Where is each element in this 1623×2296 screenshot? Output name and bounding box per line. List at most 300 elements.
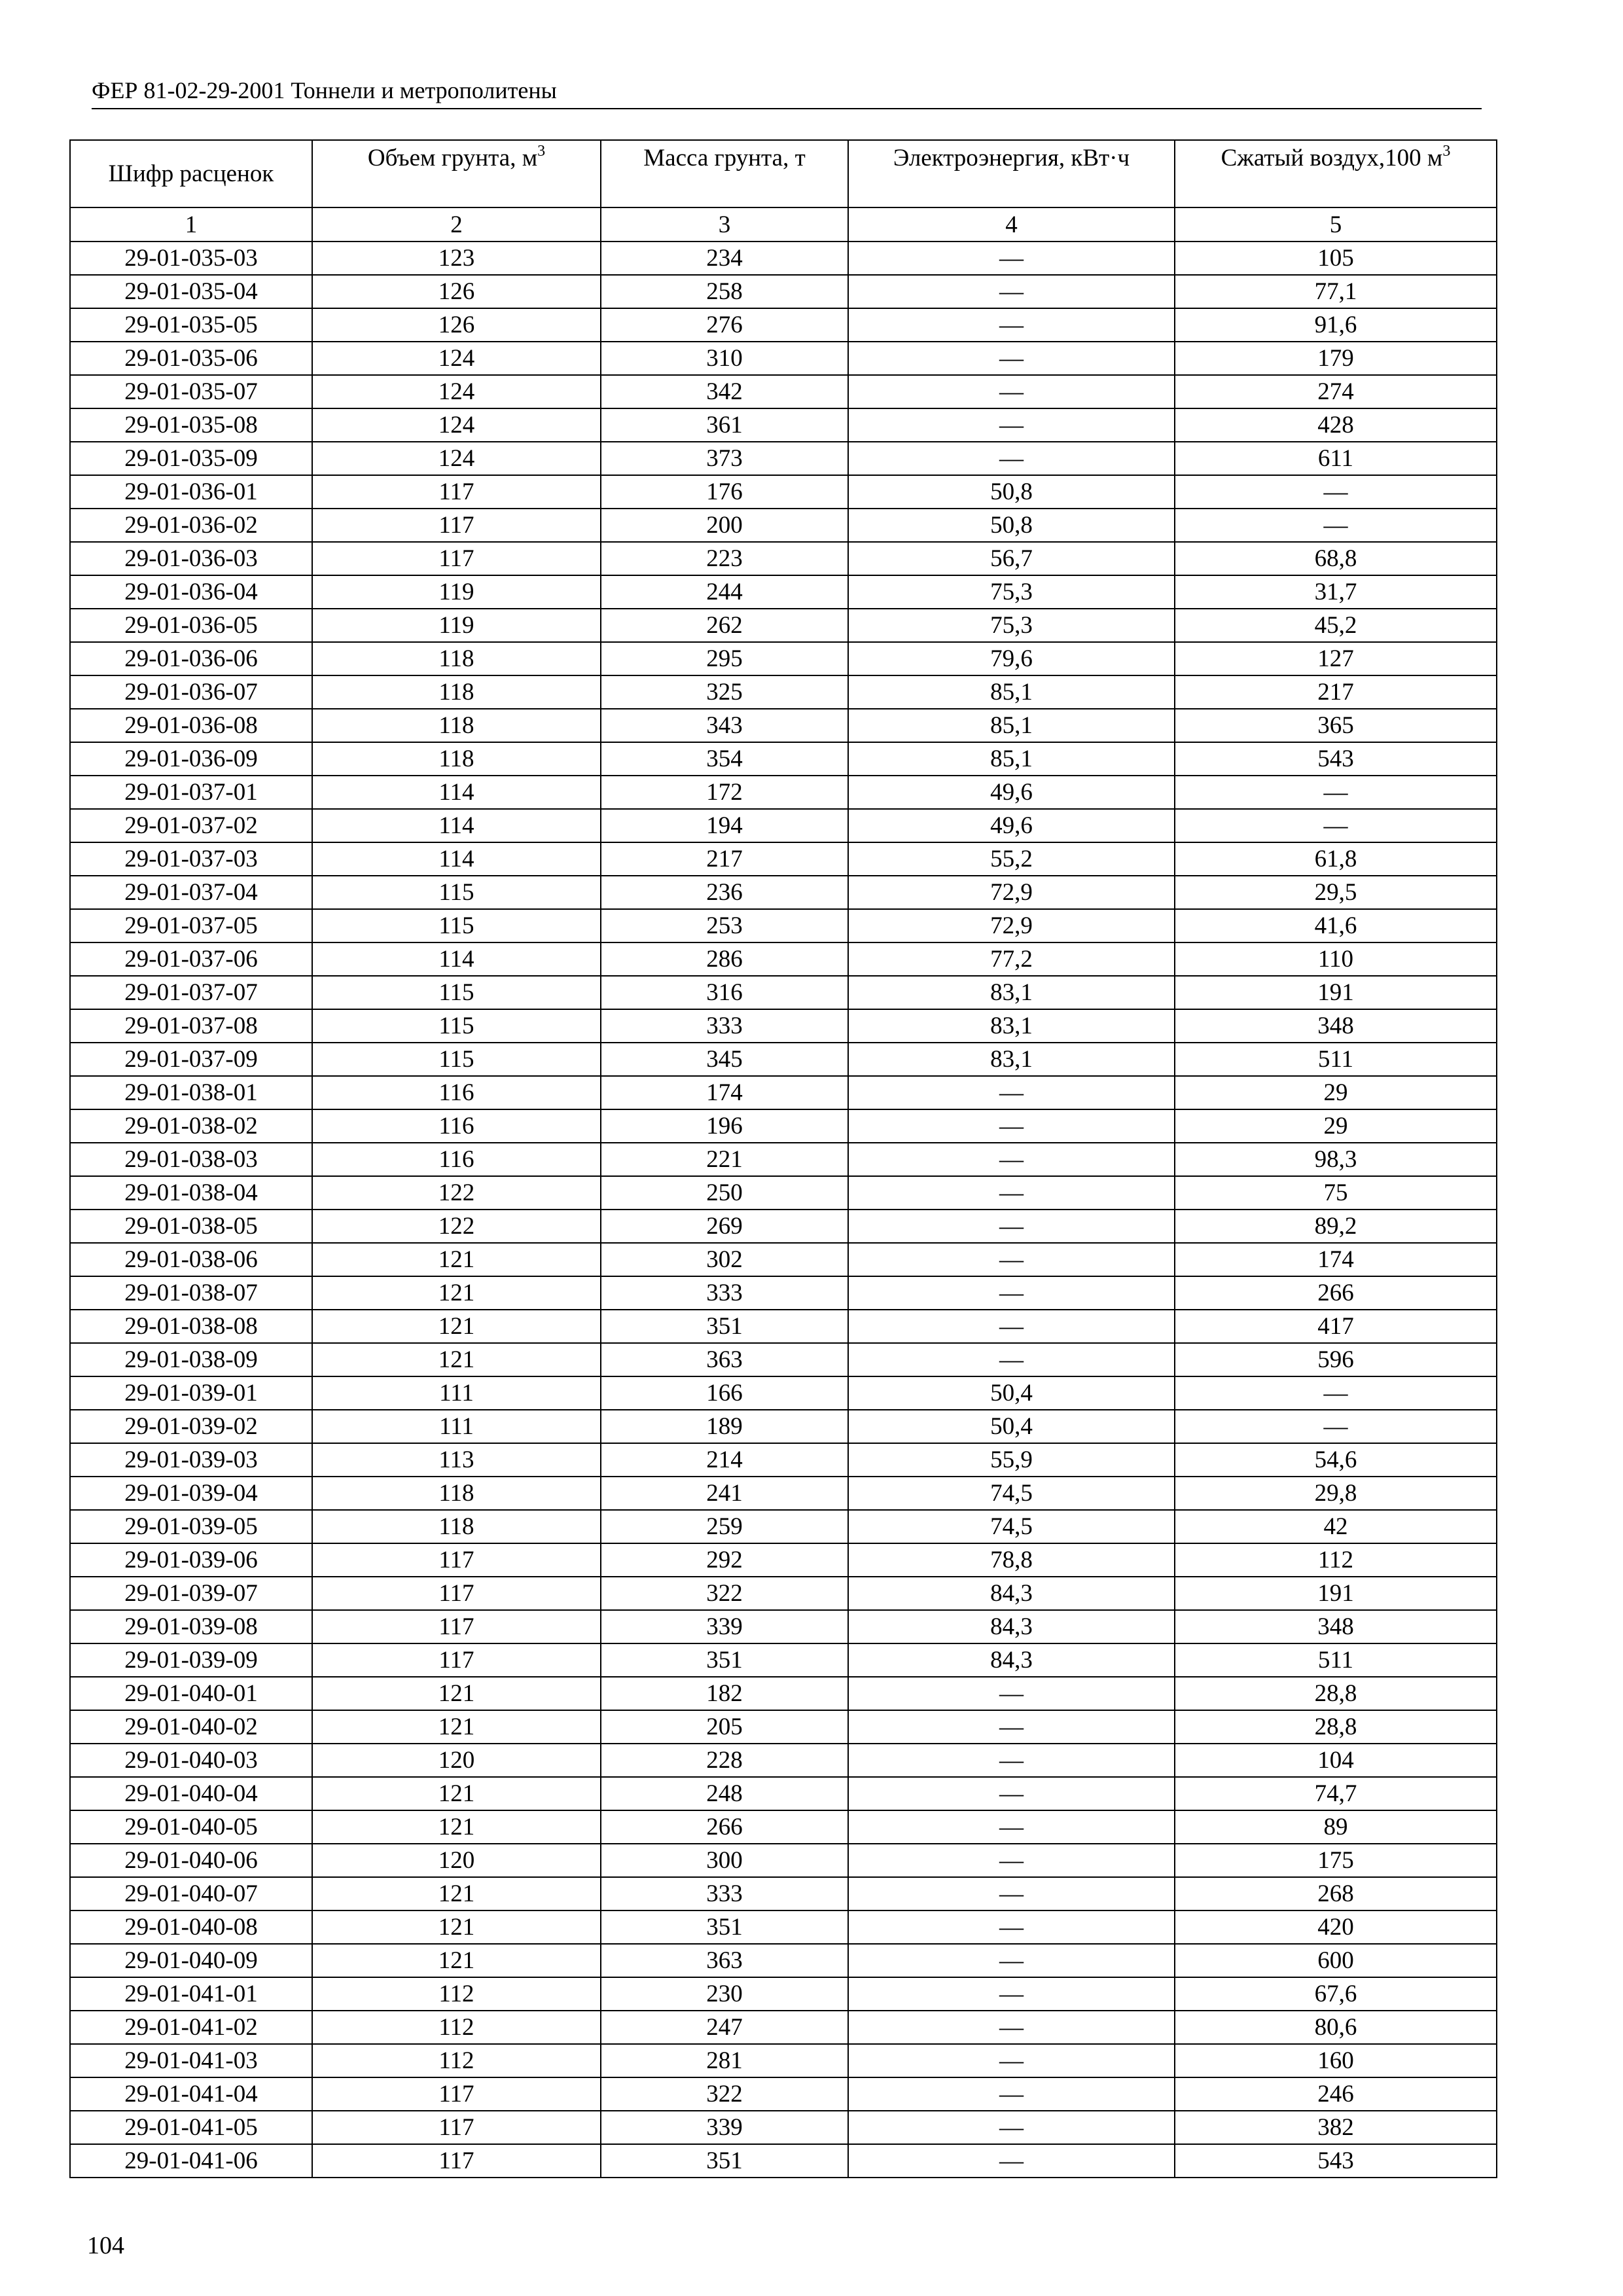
compressed-air-cell: 511 [1175, 1043, 1497, 1076]
compressed-air-cell: 29 [1175, 1109, 1497, 1143]
table-row [70, 1810, 1497, 1844]
rate-code-cell: 29-01-036-03 [70, 542, 312, 575]
compressed-air-cell: 191 [1175, 1577, 1497, 1610]
electricity-cell: — [848, 342, 1175, 375]
header-soil-mass: Масса грунта, т [601, 140, 848, 207]
soil-mass-cell: 281 [601, 2044, 848, 2077]
electricity-cell: — [848, 1777, 1175, 1810]
soil-volume-cell: 114 [312, 942, 601, 976]
rate-code-cell: 29-01-039-07 [70, 1577, 312, 1610]
table-row [70, 675, 1497, 709]
table-row [70, 1877, 1497, 1910]
electricity-cell: 85,1 [848, 675, 1175, 709]
soil-volume-cell: 126 [312, 275, 601, 308]
soil-volume-cell: 117 [312, 509, 601, 542]
soil-volume-cell: 117 [312, 2111, 601, 2144]
soil-volume-cell: 124 [312, 375, 601, 408]
electricity-cell: 50,8 [848, 475, 1175, 509]
table-row [70, 1744, 1497, 1777]
electricity-cell: 83,1 [848, 1043, 1175, 1076]
soil-volume-cell: 121 [312, 1777, 601, 1810]
soil-volume-cell: 121 [312, 1276, 601, 1310]
table-row [70, 408, 1497, 442]
table-row [70, 1243, 1497, 1276]
table-row [70, 809, 1497, 842]
soil-mass-cell: 333 [601, 1276, 848, 1310]
soil-volume-cell: 117 [312, 2077, 601, 2111]
rate-code-cell: 29-01-037-03 [70, 842, 312, 876]
compressed-air-cell: 41,6 [1175, 909, 1497, 942]
table-row [70, 909, 1497, 942]
soil-volume-cell: 120 [312, 1844, 601, 1877]
table-row [70, 475, 1497, 509]
soil-volume-cell: 119 [312, 609, 601, 642]
table-row [70, 375, 1497, 408]
electricity-cell: 77,2 [848, 942, 1175, 976]
rate-code-cell: 29-01-039-09 [70, 1643, 312, 1677]
soil-volume-cell: 118 [312, 1477, 601, 1510]
soil-volume-cell: 123 [312, 242, 601, 275]
table-row [70, 1910, 1497, 1944]
table-row [70, 2144, 1497, 2178]
soil-mass-cell: 236 [601, 876, 848, 909]
soil-volume-cell: 126 [312, 308, 601, 342]
compressed-air-cell: 89,2 [1175, 1210, 1497, 1243]
soil-volume-cell: 112 [312, 2011, 601, 2044]
rate-code-cell: 29-01-038-04 [70, 1176, 312, 1210]
soil-mass-cell: 333 [601, 1009, 848, 1043]
compressed-air-cell: — [1175, 809, 1497, 842]
compressed-air-cell: 127 [1175, 642, 1497, 675]
electricity-cell: — [848, 1109, 1175, 1143]
soil-mass-cell: 244 [601, 575, 848, 609]
table-row [70, 1677, 1497, 1710]
rate-code-cell: 29-01-039-03 [70, 1443, 312, 1477]
electricity-cell: — [848, 1744, 1175, 1777]
table-row [70, 776, 1497, 809]
soil-mass-cell: 351 [601, 1910, 848, 1944]
electricity-cell: — [848, 1910, 1175, 1944]
soil-mass-cell: 351 [601, 1643, 848, 1677]
table-row [70, 509, 1497, 542]
rate-code-cell: 29-01-041-01 [70, 1977, 312, 2011]
soil-volume-cell: 114 [312, 842, 601, 876]
table-row [70, 2111, 1497, 2144]
soil-mass-cell: 333 [601, 1877, 848, 1910]
column-number: 1 [70, 207, 312, 242]
table-row [70, 542, 1497, 575]
compressed-air-cell: 175 [1175, 1844, 1497, 1877]
rate-code-cell: 29-01-038-06 [70, 1243, 312, 1276]
soil-volume-cell: 122 [312, 1210, 601, 1243]
rate-code-cell: 29-01-041-05 [70, 2111, 312, 2144]
compressed-air-cell: 543 [1175, 2144, 1497, 2178]
table-row [70, 1543, 1497, 1577]
soil-volume-cell: 112 [312, 2044, 601, 2077]
compressed-air-cell: 596 [1175, 1343, 1497, 1376]
table-row [70, 709, 1497, 742]
compressed-air-cell: 105 [1175, 242, 1497, 275]
compressed-air-cell: 28,8 [1175, 1677, 1497, 1710]
table-row [70, 308, 1497, 342]
compressed-air-cell: 74,7 [1175, 1777, 1497, 1810]
soil-volume-cell: 115 [312, 1043, 601, 1076]
column-number: 2 [312, 207, 601, 242]
table-row [70, 2077, 1497, 2111]
compressed-air-cell: 112 [1175, 1543, 1497, 1577]
soil-volume-cell: 118 [312, 742, 601, 776]
rate-code-cell: 29-01-036-01 [70, 475, 312, 509]
table-row [70, 575, 1497, 609]
electricity-cell: 79,6 [848, 642, 1175, 675]
header-rule [92, 108, 1482, 109]
soil-mass-cell: 196 [601, 1109, 848, 1143]
compressed-air-cell: 420 [1175, 1910, 1497, 1944]
compressed-air-cell: 365 [1175, 709, 1497, 742]
header-compressed-air: Сжатый воздух,100 $м^3$ [1175, 140, 1497, 207]
soil-mass-cell: 214 [601, 1443, 848, 1477]
soil-volume-cell: 116 [312, 1143, 601, 1176]
electricity-cell: — [848, 1810, 1175, 1844]
table-row [70, 242, 1497, 275]
electricity-cell: 49,6 [848, 776, 1175, 809]
soil-volume-cell: 115 [312, 1009, 601, 1043]
rate-code-cell: 29-01-035-08 [70, 408, 312, 442]
soil-mass-cell: 363 [601, 1944, 848, 1977]
rate-code-cell: 29-01-037-04 [70, 876, 312, 909]
rate-code-cell: 29-01-035-05 [70, 308, 312, 342]
rate-code-cell: 29-01-038-03 [70, 1143, 312, 1176]
table-row [70, 1043, 1497, 1076]
table-row [70, 1376, 1497, 1410]
rate-code-cell: 29-01-035-06 [70, 342, 312, 375]
table-row [70, 1443, 1497, 1477]
rate-code-cell: 29-01-038-05 [70, 1210, 312, 1243]
compressed-air-cell: 266 [1175, 1276, 1497, 1310]
rate-code-cell: 29-01-036-05 [70, 609, 312, 642]
soil-volume-cell: 122 [312, 1176, 601, 1210]
soil-mass-cell: 363 [601, 1343, 848, 1376]
table-row [70, 1276, 1497, 1310]
rate-code-cell: 29-01-041-03 [70, 2044, 312, 2077]
table-row [70, 1610, 1497, 1643]
soil-mass-cell: 325 [601, 675, 848, 709]
compressed-air-cell: 45,2 [1175, 609, 1497, 642]
soil-volume-cell: 118 [312, 675, 601, 709]
table-row [70, 1210, 1497, 1243]
rate-code-cell: 29-01-041-04 [70, 2077, 312, 2111]
electricity-cell: 85,1 [848, 742, 1175, 776]
soil-mass-cell: 373 [601, 442, 848, 475]
electricity-cell: 55,9 [848, 1443, 1175, 1477]
column-number-row [70, 207, 1497, 242]
rate-code-cell: 29-01-040-06 [70, 1844, 312, 1877]
compressed-air-cell: 274 [1175, 375, 1497, 408]
table-row [70, 1310, 1497, 1343]
column-number: 4 [848, 207, 1175, 242]
electricity-cell: 83,1 [848, 976, 1175, 1009]
rate-code-cell: 29-01-039-02 [70, 1410, 312, 1443]
table-row [70, 1009, 1497, 1043]
soil-mass-cell: 221 [601, 1143, 848, 1176]
soil-volume-cell: 117 [312, 1643, 601, 1677]
electricity-cell: — [848, 1143, 1175, 1176]
electricity-cell: 84,3 [848, 1610, 1175, 1643]
rate-code-cell: 29-01-037-07 [70, 976, 312, 1009]
compressed-air-cell: — [1175, 1376, 1497, 1410]
rate-code-cell: 29-01-039-01 [70, 1376, 312, 1410]
rate-code-cell: 29-01-035-03 [70, 242, 312, 275]
compressed-air-cell: 54,6 [1175, 1443, 1497, 1477]
soil-mass-cell: 253 [601, 909, 848, 942]
soil-mass-cell: 316 [601, 976, 848, 1009]
soil-mass-cell: 345 [601, 1043, 848, 1076]
electricity-cell: — [848, 1210, 1175, 1243]
electricity-cell: 75,3 [848, 575, 1175, 609]
soil-volume-cell: 117 [312, 1543, 601, 1577]
compressed-air-cell: 42 [1175, 1510, 1497, 1543]
compressed-air-cell: 348 [1175, 1610, 1497, 1643]
electricity-cell: — [848, 1310, 1175, 1343]
compressed-air-cell: 268 [1175, 1877, 1497, 1910]
soil-volume-cell: 112 [312, 1977, 601, 2011]
rate-code-cell: 29-01-040-04 [70, 1777, 312, 1810]
rate-code-cell: 29-01-040-01 [70, 1677, 312, 1710]
soil-volume-cell: 117 [312, 1577, 601, 1610]
rate-code-cell: 29-01-037-01 [70, 776, 312, 809]
soil-mass-cell: 250 [601, 1176, 848, 1210]
column-number: 3 [601, 207, 848, 242]
compressed-air-cell: 29 [1175, 1076, 1497, 1109]
electricity-cell: — [848, 1944, 1175, 1977]
electricity-cell: — [848, 2144, 1175, 2178]
soil-mass-cell: 217 [601, 842, 848, 876]
compressed-air-cell: 104 [1175, 1744, 1497, 1777]
electricity-cell: — [848, 2044, 1175, 2077]
soil-volume-cell: 116 [312, 1076, 601, 1109]
compressed-air-cell: 174 [1175, 1243, 1497, 1276]
rate-code-cell: 29-01-040-09 [70, 1944, 312, 1977]
rate-code-cell: 29-01-036-04 [70, 575, 312, 609]
compressed-air-cell: 80,6 [1175, 2011, 1497, 2044]
electricity-cell: — [848, 1877, 1175, 1910]
soil-mass-cell: 176 [601, 475, 848, 509]
rate-code-cell: 29-01-036-08 [70, 709, 312, 742]
table-row [70, 1076, 1497, 1109]
table-row [70, 1176, 1497, 1210]
soil-mass-cell: 351 [601, 2144, 848, 2178]
compressed-air-cell: 98,3 [1175, 1143, 1497, 1176]
rate-code-cell: 29-01-040-03 [70, 1744, 312, 1777]
soil-volume-cell: 121 [312, 1944, 601, 1977]
electricity-cell: 50,8 [848, 509, 1175, 542]
soil-volume-cell: 124 [312, 342, 601, 375]
soil-volume-cell: 117 [312, 475, 601, 509]
soil-volume-cell: 111 [312, 1376, 601, 1410]
table-row [70, 1977, 1497, 2011]
soil-mass-cell: 339 [601, 1610, 848, 1643]
table-row [70, 2011, 1497, 2044]
soil-volume-cell: 121 [312, 1243, 601, 1276]
table-row [70, 976, 1497, 1009]
electricity-cell: — [848, 2111, 1175, 2144]
rate-code-cell: 29-01-040-07 [70, 1877, 312, 1910]
soil-volume-cell: 113 [312, 1443, 601, 1477]
soil-volume-cell: 121 [312, 1710, 601, 1744]
electricity-cell: — [848, 1677, 1175, 1710]
soil-mass-cell: 182 [601, 1677, 848, 1710]
rate-code-cell: 29-01-039-05 [70, 1510, 312, 1543]
soil-volume-cell: 118 [312, 709, 601, 742]
rate-code-cell: 29-01-037-06 [70, 942, 312, 976]
compressed-air-cell: 75 [1175, 1176, 1497, 1210]
soil-mass-cell: 223 [601, 542, 848, 575]
electricity-cell: — [848, 1343, 1175, 1376]
compressed-air-cell: 160 [1175, 2044, 1497, 2077]
compressed-air-cell: 110 [1175, 942, 1497, 976]
rate-code-cell: 29-01-036-06 [70, 642, 312, 675]
soil-mass-cell: 200 [601, 509, 848, 542]
compressed-air-cell: 68,8 [1175, 542, 1497, 575]
soil-volume-cell: 115 [312, 909, 601, 942]
electricity-cell: 84,3 [848, 1577, 1175, 1610]
soil-mass-cell: 302 [601, 1243, 848, 1276]
electricity-cell: — [848, 2077, 1175, 2111]
soil-mass-cell: 361 [601, 408, 848, 442]
rate-code-cell: 29-01-040-02 [70, 1710, 312, 1744]
running-head: ФЕР 81-02-29-2001 Тоннели и метрополитены [92, 77, 557, 103]
soil-mass-cell: 295 [601, 642, 848, 675]
soil-mass-cell: 262 [601, 609, 848, 642]
compressed-air-cell: 191 [1175, 976, 1497, 1009]
soil-mass-cell: 174 [601, 1076, 848, 1109]
rate-code-cell: 29-01-038-09 [70, 1343, 312, 1376]
electricity-cell: 50,4 [848, 1410, 1175, 1443]
soil-mass-cell: 258 [601, 275, 848, 308]
rate-code-cell: 29-01-038-01 [70, 1076, 312, 1109]
compressed-air-cell: 417 [1175, 1310, 1497, 1343]
table-row [70, 1577, 1497, 1610]
compressed-air-cell: 67,6 [1175, 1977, 1497, 2011]
electricity-cell: — [848, 242, 1175, 275]
electricity-cell: 75,3 [848, 609, 1175, 642]
electricity-cell: 74,5 [848, 1477, 1175, 1510]
soil-volume-cell: 124 [312, 442, 601, 475]
electricity-cell: 72,9 [848, 876, 1175, 909]
compressed-air-cell: 77,1 [1175, 275, 1497, 308]
rate-code-cell: 29-01-036-02 [70, 509, 312, 542]
electricity-cell: 78,8 [848, 1543, 1175, 1577]
soil-volume-cell: 120 [312, 1744, 601, 1777]
table-row [70, 609, 1497, 642]
soil-volume-cell: 118 [312, 1510, 601, 1543]
soil-mass-cell: 248 [601, 1777, 848, 1810]
compressed-air-cell: 382 [1175, 2111, 1497, 2144]
table-row [70, 275, 1497, 308]
electricity-cell: — [848, 1243, 1175, 1276]
soil-volume-cell: 119 [312, 575, 601, 609]
electricity-cell: 55,2 [848, 842, 1175, 876]
electricity-cell: — [848, 1710, 1175, 1744]
soil-volume-cell: 111 [312, 1410, 601, 1443]
soil-volume-cell: 116 [312, 1109, 601, 1143]
electricity-cell: 50,4 [848, 1376, 1175, 1410]
table-row [70, 1510, 1497, 1543]
rate-code-cell: 29-01-037-02 [70, 809, 312, 842]
rate-code-cell: 29-01-036-09 [70, 742, 312, 776]
compressed-air-cell: 61,8 [1175, 842, 1497, 876]
compressed-air-cell: — [1175, 509, 1497, 542]
soil-mass-cell: 259 [601, 1510, 848, 1543]
soil-mass-cell: 266 [601, 1810, 848, 1844]
soil-mass-cell: 269 [601, 1210, 848, 1243]
soil-mass-cell: 342 [601, 375, 848, 408]
soil-volume-cell: 121 [312, 1810, 601, 1844]
table-row [70, 1777, 1497, 1810]
rate-code-cell: 29-01-039-08 [70, 1610, 312, 1643]
header-row [70, 140, 1497, 207]
compressed-air-cell: — [1175, 475, 1497, 509]
soil-mass-cell: 241 [601, 1477, 848, 1510]
table-row [70, 742, 1497, 776]
table-row [70, 1109, 1497, 1143]
rate-code-cell: 29-01-039-06 [70, 1543, 312, 1577]
soil-volume-cell: 121 [312, 1910, 601, 1944]
soil-volume-cell: 117 [312, 542, 601, 575]
rate-code-cell: 29-01-035-09 [70, 442, 312, 475]
soil-mass-cell: 166 [601, 1376, 848, 1410]
soil-volume-cell: 115 [312, 976, 601, 1009]
soil-mass-cell: 310 [601, 342, 848, 375]
electricity-cell: — [848, 2011, 1175, 2044]
compressed-air-cell: — [1175, 776, 1497, 809]
soil-mass-cell: 247 [601, 2011, 848, 2044]
soil-volume-cell: 114 [312, 809, 601, 842]
rate-code-cell: 29-01-040-05 [70, 1810, 312, 1844]
table-row [70, 942, 1497, 976]
electricity-cell: — [848, 1977, 1175, 2011]
rate-code-cell: 29-01-035-04 [70, 275, 312, 308]
electricity-cell: 84,3 [848, 1643, 1175, 1677]
compressed-air-cell: 31,7 [1175, 575, 1497, 609]
soil-mass-cell: 354 [601, 742, 848, 776]
rate-code-cell: 29-01-038-07 [70, 1276, 312, 1310]
column-number: 5 [1175, 207, 1497, 242]
compressed-air-cell: 511 [1175, 1643, 1497, 1677]
compressed-air-cell: 543 [1175, 742, 1497, 776]
electricity-cell: — [848, 1076, 1175, 1109]
table-row [70, 1477, 1497, 1510]
compressed-air-cell: 600 [1175, 1944, 1497, 1977]
rate-code-cell: 29-01-041-02 [70, 2011, 312, 2044]
soil-volume-cell: 121 [312, 1877, 601, 1910]
table-row [70, 1944, 1497, 1977]
page-number: 104 [87, 2232, 124, 2259]
compressed-air-cell: 179 [1175, 342, 1497, 375]
electricity-cell: — [848, 308, 1175, 342]
table-row [70, 2044, 1497, 2077]
compressed-air-cell: 91,6 [1175, 308, 1497, 342]
soil-mass-cell: 322 [601, 1577, 848, 1610]
electricity-cell: — [848, 442, 1175, 475]
compressed-air-cell: 348 [1175, 1009, 1497, 1043]
soil-mass-cell: 194 [601, 809, 848, 842]
compressed-air-cell: 29,5 [1175, 876, 1497, 909]
table-row [70, 876, 1497, 909]
compressed-air-cell: 89 [1175, 1810, 1497, 1844]
soil-mass-cell: 189 [601, 1410, 848, 1443]
header-electricity: Электроэнергия, кВт·ч [848, 140, 1175, 207]
